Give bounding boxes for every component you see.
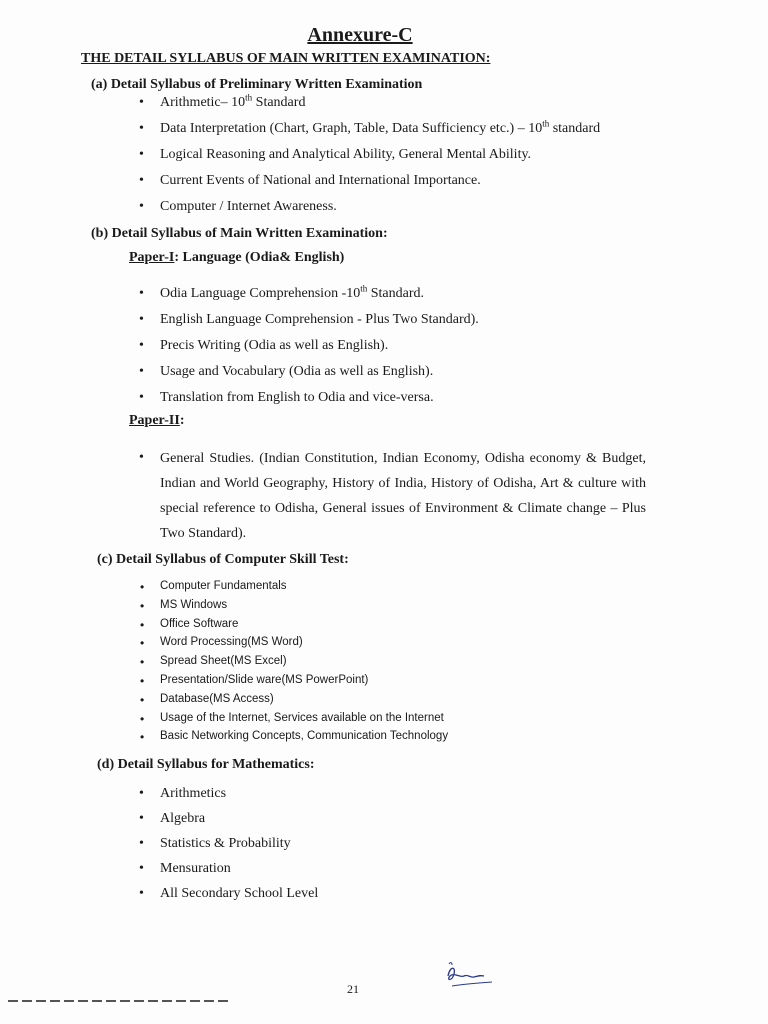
list-item-text: Word Processing(MS Word) xyxy=(160,636,303,649)
bullet-icon: • xyxy=(139,286,144,301)
paper-2-desc: : xyxy=(179,413,185,428)
list-item-text: Mensuration xyxy=(160,861,231,876)
bullet-icon: • xyxy=(140,617,145,632)
bullet-icon: • xyxy=(139,173,144,188)
list-item-text: Algebra xyxy=(160,811,206,826)
scan-artifact-line xyxy=(8,1000,228,1002)
bullet-icon: • xyxy=(139,364,144,379)
bullet-icon: • xyxy=(139,147,144,162)
bullet-icon: • xyxy=(140,655,145,670)
page-number: 21 xyxy=(347,982,359,996)
list-item-text: Statistics & Probability xyxy=(160,836,291,851)
bullet-icon: • xyxy=(139,199,144,214)
list-item-text: Data Interpretation (Chart, Graph, Table, Data Sufficiency etc.) – 10th standard xyxy=(160,118,601,136)
bullet-icon: • xyxy=(140,580,145,594)
list-item-text: Basic Networking Concepts, Communication Technology xyxy=(160,730,449,743)
section-b-label: (b) Detail Syllabus of Main Written Examination: xyxy=(91,226,388,241)
list-item-text: Logical Reasoning and Analytical Ability, General Mental Ability. xyxy=(160,147,532,162)
list-item-text: Arithmetic– 10th Standard xyxy=(160,92,306,110)
bullet-icon: • xyxy=(139,390,144,405)
list-item-text: Translation from English to Odia and vice-versa. xyxy=(160,390,434,405)
bullet-icon: • xyxy=(140,730,145,745)
document-heading: THE DETAIL SYLLABUS OF MAIN WRITTEN EXAMINATION: xyxy=(81,51,491,66)
page-title: Annexure-C xyxy=(307,24,413,46)
paper-1-desc: : Language (Odia& English) xyxy=(174,250,345,265)
bullet-icon: • xyxy=(139,338,144,353)
list-item-text: Arithmetics xyxy=(160,786,227,801)
list-item-text: English Language Comprehension - Plus Two Standard). xyxy=(160,312,479,327)
bullet-icon: • xyxy=(139,861,144,876)
bullet-icon: • xyxy=(139,95,144,110)
list-item-text: Presentation/Slide ware(MS PowerPoint) xyxy=(160,674,369,686)
paper-2-label: Paper-II xyxy=(129,413,180,428)
list-item-text: Precis Writing (Odia as well as English). xyxy=(160,338,389,353)
list-item-text: Current Events of National and International Importance. xyxy=(160,173,481,188)
list-item-text: Computer / Internet Awareness. xyxy=(160,199,337,214)
list-item-text: Odia Language Comprehension -10th Standard. xyxy=(160,283,425,301)
list-item-text: Spread Sheet(MS Excel) xyxy=(160,655,287,668)
general-studies-text: General Studies. (Indian Constitution, Indian Economy, Odisha economy & Budget, Indian and World Geography, History of India, History of Odisha, Art & culture with special reference to Odisha, General issues of Environment & Climate change – Plus Two Standard). xyxy=(160,451,646,541)
list-item-text: Office Software xyxy=(160,617,239,630)
bullet-icon: • xyxy=(140,674,145,688)
bullet-icon: • xyxy=(140,711,145,726)
bullet-icon: • xyxy=(140,636,145,651)
list-item-text: All Secondary School Level xyxy=(160,886,319,901)
bullet-icon: • xyxy=(139,836,144,851)
list-item-text: MS Windows xyxy=(160,598,228,611)
paper-2-heading xyxy=(129,413,184,429)
bullet-icon: • xyxy=(139,312,144,327)
paper-1-heading xyxy=(129,250,344,266)
bullet-icon: • xyxy=(139,121,144,136)
bullet-icon: • xyxy=(139,786,144,801)
bullet-icon: • xyxy=(139,811,144,826)
list-item-text: Computer Fundamentals xyxy=(160,580,287,592)
list-item-text: Usage and Vocabulary (Odia as well as English). xyxy=(160,364,434,379)
paper-1-label: Paper-I xyxy=(129,250,175,265)
bullet-icon: • xyxy=(139,450,144,465)
section-a-label: (a) Detail Syllabus of Preliminary Written Examination xyxy=(91,77,423,92)
section-d-label: (d) Detail Syllabus for Mathematics: xyxy=(97,757,315,772)
section-c-label: (c) Detail Syllabus of Computer Skill Test: xyxy=(97,552,349,567)
list-item-text: Database(MS Access) xyxy=(160,692,274,705)
list-item-text: Usage of the Internet, Services available on the Internet xyxy=(160,711,444,724)
bullet-icon: • xyxy=(140,598,145,613)
bullet-icon: • xyxy=(140,692,145,707)
bullet-icon: • xyxy=(139,886,144,901)
